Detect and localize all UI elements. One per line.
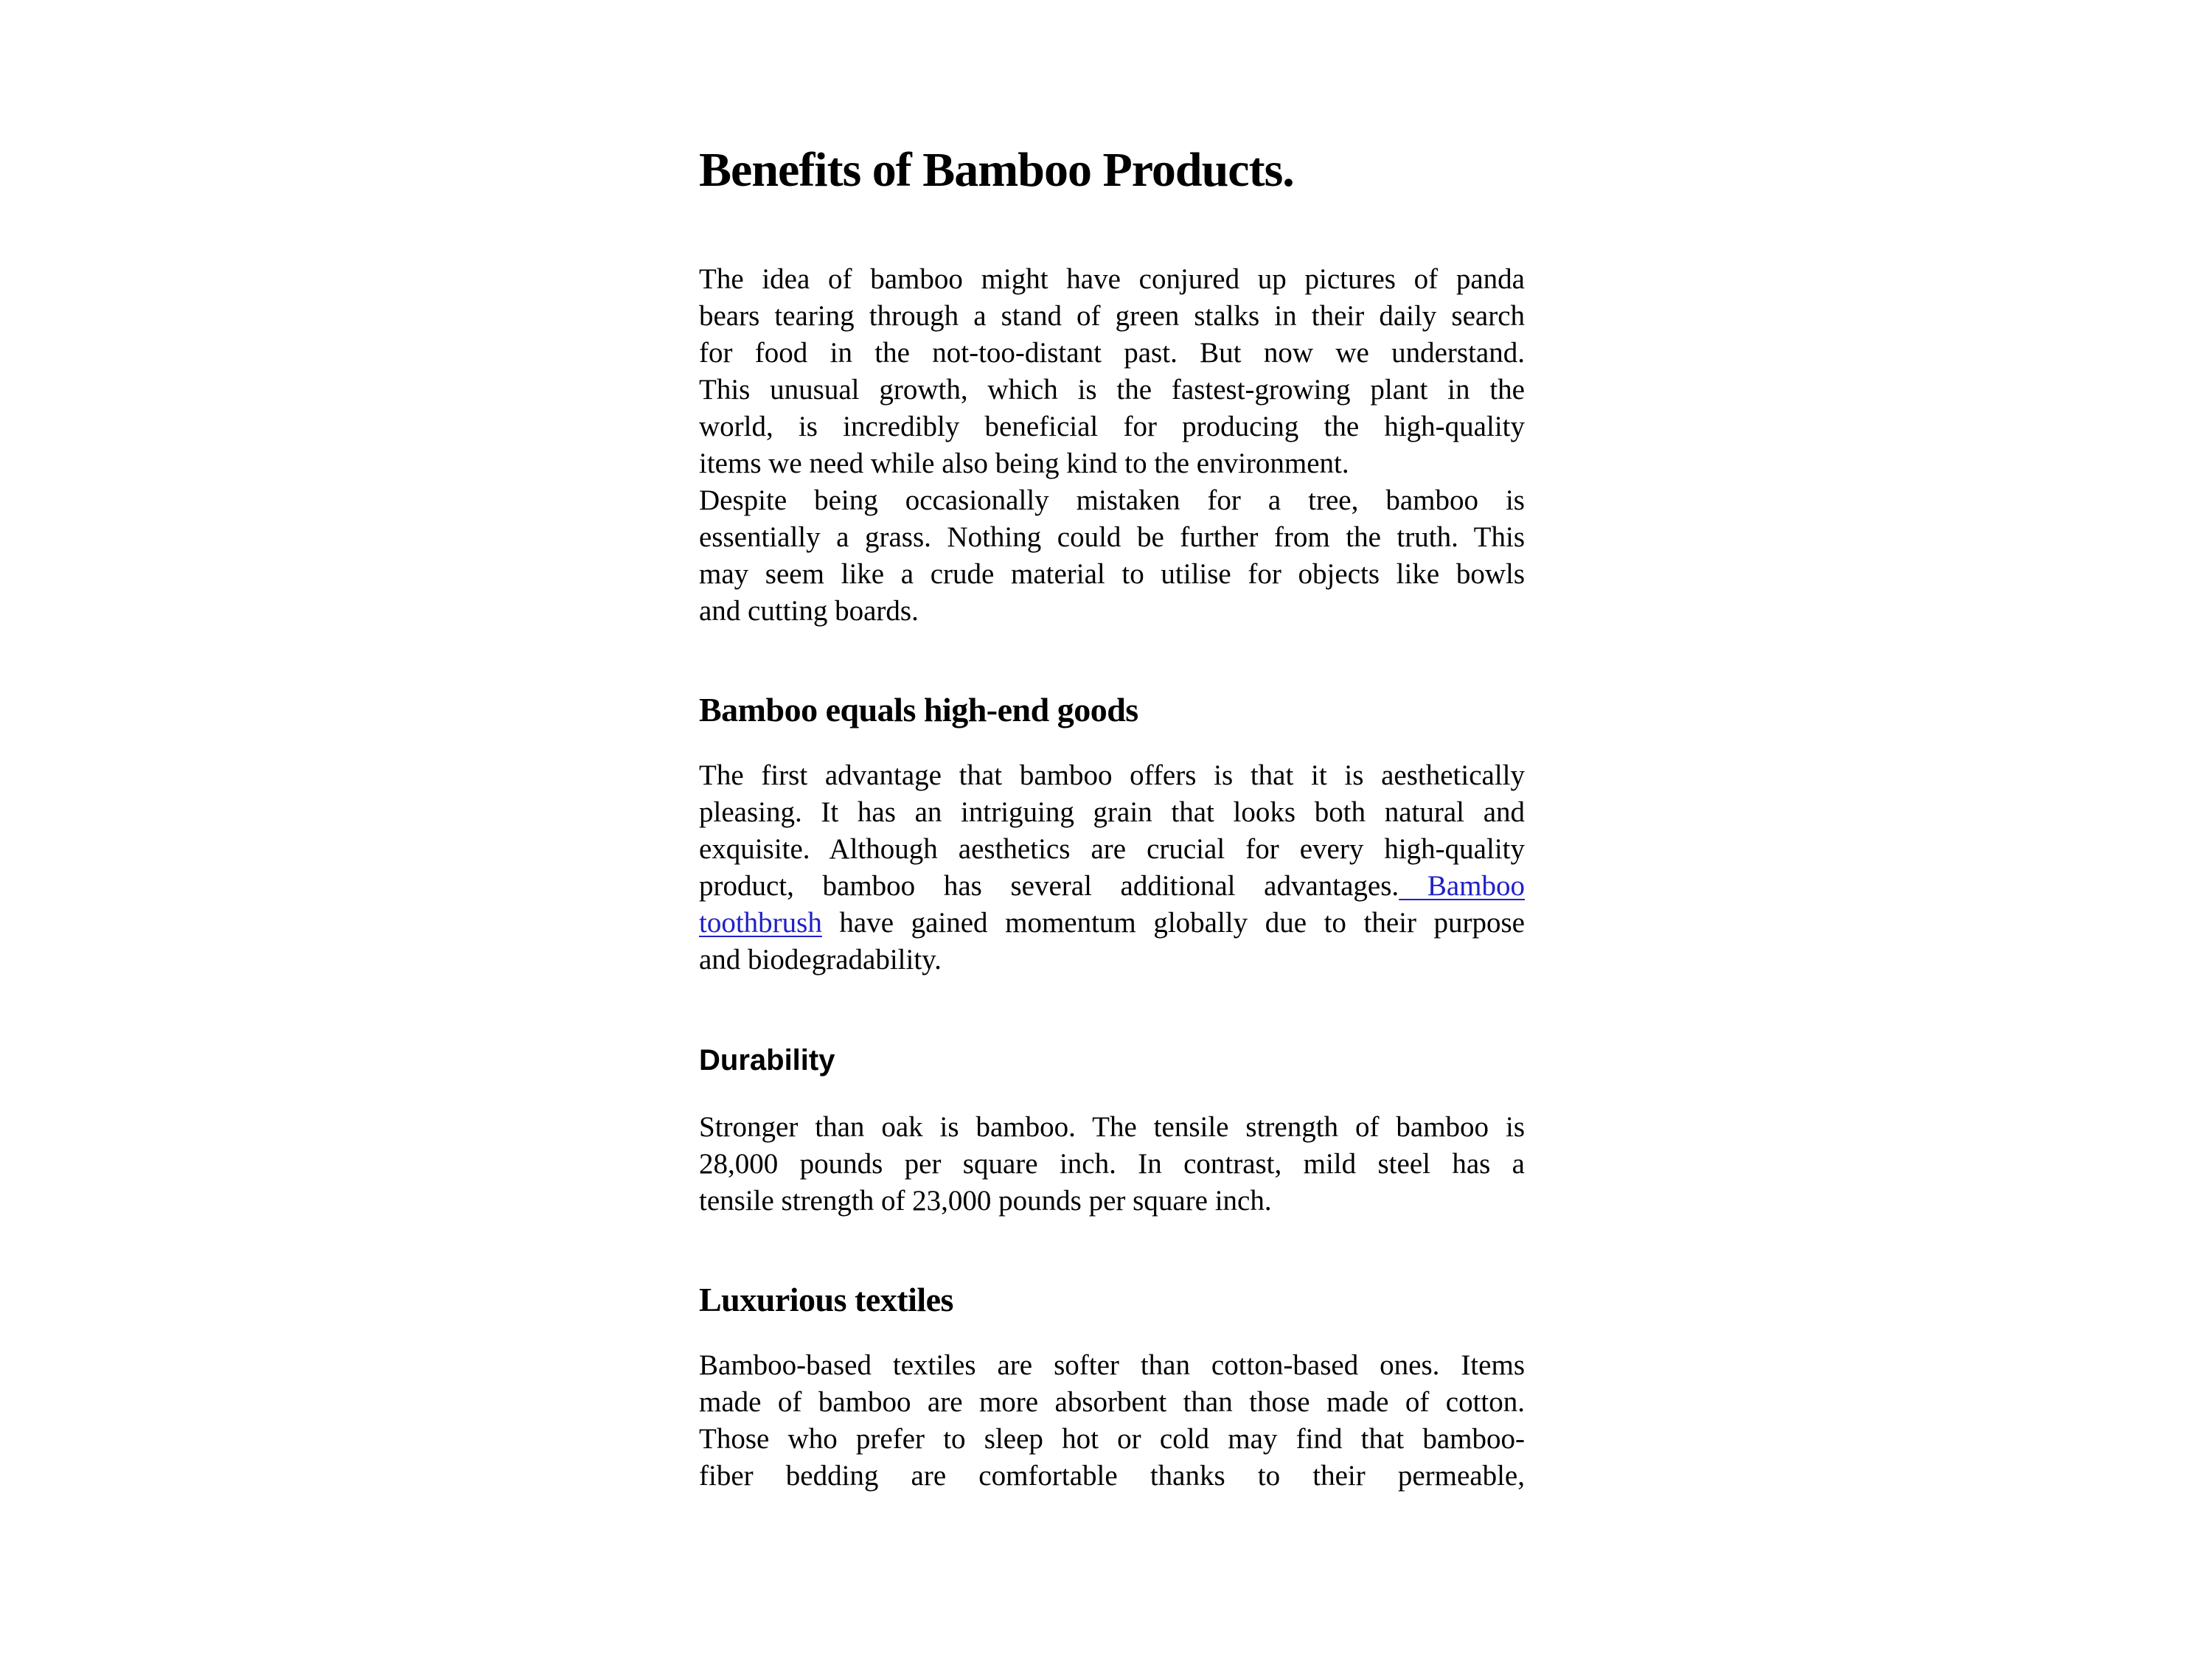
- text-line: fiber bedding are comfortable thanks to their permeable,: [699, 1460, 1525, 1492]
- section-heading-durability: Durability: [699, 1044, 835, 1077]
- text-line: exquisite. Although aesthetics are crucial for every high-quality: [699, 833, 1525, 865]
- bamboo-toothbrush-link[interactable]: Bamboo: [1399, 870, 1525, 902]
- text-line: The first advantage that bamboo offers is that it is aesthetically: [699, 759, 1525, 791]
- text-line: and cutting boards.: [699, 595, 919, 627]
- text-line: 28,000 pounds per square inch. In contrast, mild steel has a: [699, 1148, 1525, 1180]
- text-line: [699, 868, 1525, 905]
- text-line: world, is incredibly beneficial for producing the high-quality: [699, 411, 1525, 442]
- durability-paragraph: [699, 1109, 1525, 1220]
- page-title: Benefits of Bamboo Products.: [699, 143, 1294, 197]
- text-line: essentially a grass. Nothing could be further from the truth. This: [699, 521, 1525, 553]
- text-line: Despite being occasionally mistaken for a tree, bamboo is: [699, 484, 1525, 516]
- text-line: [699, 905, 1525, 942]
- text-line: The idea of bamboo might have conjured up pictures of panda: [699, 263, 1525, 295]
- bamboo-toothbrush-link[interactable]: toothbrush: [699, 907, 822, 939]
- luxurious-textiles-paragraph: [699, 1347, 1525, 1495]
- text-line: may seem like a crude material to utilise for objects like bowls: [699, 558, 1525, 590]
- section-heading-luxurious-textiles: Luxurious textiles: [699, 1281, 953, 1318]
- text-line: This unusual growth, which is the fastest-growing plant in the: [699, 374, 1525, 406]
- text-line: Bamboo-based textiles are softer than cotton-based ones. Items: [699, 1349, 1525, 1381]
- text-line: made of bamboo are more absorbent than those made of cotton.: [699, 1386, 1525, 1418]
- text-line: items we need while also being kind to the environment.: [699, 448, 1349, 479]
- intro-paragraph: [699, 261, 1525, 630]
- text-segment: product, bamboo has several additional advantages.: [699, 870, 1399, 902]
- high-end-goods-paragraph: [699, 757, 1525, 978]
- section-heading-high-end-goods: Bamboo equals high-end goods: [699, 691, 1138, 728]
- text-line: Those who prefer to sleep hot or cold may find that bamboo-: [699, 1423, 1525, 1455]
- text-segment: have gained momentum globally due to their purpose: [821, 907, 1525, 939]
- text-line: Stronger than oak is bamboo. The tensile strength of bamboo is: [699, 1111, 1525, 1143]
- text-line: for food in the not-too-distant past. But now we understand.: [699, 337, 1525, 369]
- text-line: bears tearing through a stand of green stalks in their daily search: [699, 300, 1525, 332]
- text-line: pleasing. It has an intriguing grain that looks both natural and: [699, 796, 1525, 828]
- text-line: tensile strength of 23,000 pounds per square inch.: [699, 1185, 1272, 1217]
- text-line: and biodegradability.: [699, 944, 942, 975]
